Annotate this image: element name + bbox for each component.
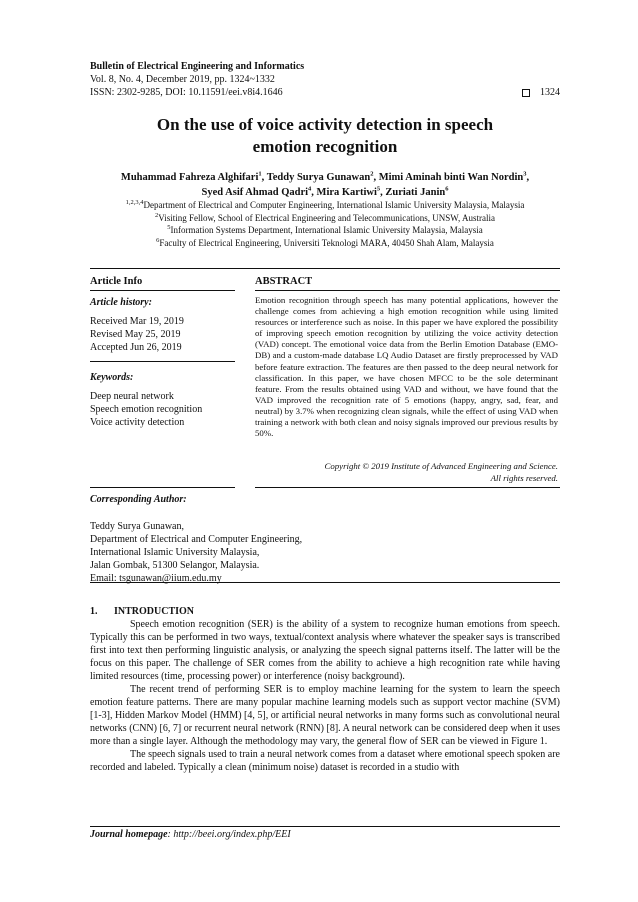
paragraph: The recent trend of performing SER is to employ machine learning for the system to learn the speech emotion feature patterns. There are many popular machine learning models such as support vector machine (SVM) [1-3], Hidden Markov Model (HMM) [4, 5], or artificial neural networks in many forms such as convolutional neural networks (CNN) [6, 7] or recurrent neural network (RNN) [8]. A neural network can be considered deep when it uses more than a single layer. Although the methodology may vary, the general flow of SER can be viewed in Figure 1. — [90, 684, 560, 747]
keywords-label: Keywords: — [90, 372, 134, 383]
divider — [255, 487, 560, 488]
journal-issn-doi: ISSN: 2302-9285, DOI: 10.11591/eei.v8i4.1646 — [90, 87, 283, 98]
affiliation-text: Department of Electrical and Computer Engineering, International Islamic University Malaysia, Malaysia — [143, 200, 525, 210]
corresponding-author-label-wrap — [90, 493, 290, 506]
divider — [90, 487, 235, 488]
journal-header — [90, 60, 560, 99]
paper-title — [90, 114, 560, 158]
affiliation-text: Visiting Fellow, School of Electrical Engineering and Telecommunications, UNSW, Australia — [158, 212, 495, 223]
section-title: INTRODUCTION — [114, 606, 195, 617]
affiliation — [90, 212, 560, 225]
page-number: 1324 — [540, 87, 560, 98]
journal-volume: Vol. 8, No. 4, December 2019, pp. 1324~1332 — [90, 74, 275, 85]
author-name: Mimi Aminah binti Wan Nordin — [378, 172, 524, 183]
corresponding-author-label: Corresponding Author: — [90, 494, 187, 505]
divider — [90, 361, 235, 362]
author-name: Zuriati Janin — [385, 187, 446, 198]
homepage-url[interactable]: : http://beei.org/index.php/EEI — [167, 829, 291, 840]
revised-date: Revised May 25, 2019 — [90, 329, 181, 340]
keywords — [90, 371, 240, 429]
corresponding-email: Email: tsgunawan@iium.edu.my — [90, 573, 222, 584]
corresponding-author — [90, 520, 560, 585]
keyword: Voice activity detection — [90, 417, 185, 428]
affiliation — [90, 224, 560, 237]
abstract-label: ABSTRACT — [255, 276, 313, 287]
received-date: Received Mar 19, 2019 — [90, 316, 184, 327]
section-number: 1. — [90, 606, 98, 617]
abstract-text: Emotion recognition through speech has many potential applications, however the challenge comes from achieving a high emotion recognition while using limited resources or interference such as noise. In this paper we have explored the possibility of improving speech emotion recognition by utilizing the voice activity detection (VAD) concept. The emotional voice data from the Berlin Emotion Database (EMO-DB) and a custom-made database LQ Audio Dataset are firstly preprocessed by VAD before feature extraction. The features are then passed to the deep neural network for classification. In this paper, we have chosen MFCC to be the sole determinant feature. From the results obtained using VAD and without, we have found that the VAD improved the recognition rate of 5 emotions (happy, angry, sad, fear, and neutral) by 3.7% when recognizing clean signals, while the effect of using VAD when training a network with both clean and noisy signals improved our previous results by 50%. — [255, 295, 558, 439]
affiliation-sup: 5 — [167, 224, 171, 231]
copyright-line: Copyright © 2019 Institute of Advanced Engineering and Science. — [324, 461, 558, 471]
affiliation-list — [90, 199, 560, 249]
author-sup: 4 — [308, 185, 312, 193]
article-history-label: Article history: — [90, 297, 152, 308]
author-sup: 3 — [523, 170, 527, 178]
copyright-line: All rights reserved. — [490, 472, 558, 483]
affiliation — [90, 199, 560, 212]
divider — [90, 268, 560, 269]
author-sup: 1 — [258, 170, 262, 178]
paragraph: Speech emotion recognition (SER) is the ability of a system to recognize human emotions from speech. Typically this can be performed in two ways, textual/context analysis where whatever the speaker says is transcribed first into text then performing linguistic analysis, or analyzing the speech signal patterns itself. The latter will be the focus on this paper. The challenge of SER comes from the ability to achieve a high recognition rate while having limited resources (time, processing power) or interference (noisy background). — [90, 619, 560, 682]
affiliation-sup: 6 — [156, 236, 160, 244]
corresponding-line: International Islamic University Malaysia, — [90, 547, 260, 558]
author-sup: 2 — [370, 170, 374, 178]
copyright-notice — [255, 461, 558, 484]
keyword: Speech emotion recognition — [90, 404, 203, 415]
affiliation-sup: 1,2,3,4 — [125, 199, 144, 206]
affiliation-text: Information Systems Department, International Islamic University Malaysia, Malaysia — [170, 225, 483, 235]
author-name: Muhammad Fahreza Alghifari — [120, 172, 259, 183]
affiliation-sup: 2 — [155, 211, 159, 219]
article-info-label: Article Info — [90, 276, 143, 287]
divider — [255, 290, 560, 291]
author-name: Teddy Surya Gunawan — [266, 172, 371, 183]
section-heading — [90, 605, 560, 618]
affiliation — [90, 237, 560, 250]
paragraph: The speech signals used to train a neural network comes from a dataset where emotional speech spoken are recorded and labeled. Typically a clean (minimum noise) dataset is recorded in a studio with — [90, 749, 560, 773]
journal-homepage — [90, 829, 291, 840]
square-icon — [522, 89, 530, 97]
corresponding-line: Teddy Surya Gunawan, — [90, 521, 184, 532]
author-list: Muhammad Fahreza Alghifari$^1$, Teddy Surya Gunawan$^2$, Mimi Aminah binti Wan Nordin$^3$, Syed Asif Ahmad Qadri$^4$, Mira Kartiwi$^5$, Zuriati Janin$^6$ — [120, 170, 530, 198]
divider — [90, 826, 560, 827]
author-sup: 5 — [376, 185, 381, 193]
homepage-label: Journal homepage — [90, 829, 168, 840]
introduction-section — [90, 605, 560, 774]
accepted-date: Accepted Jun 26, 2019 — [90, 342, 182, 353]
author-name: Syed Asif Ahmad Qadri — [201, 187, 309, 198]
author-name: Mira Kartiwi — [316, 187, 377, 198]
corresponding-line: Jalan Gombak, 51300 Selangor, Malaysia. — [90, 560, 260, 571]
divider — [90, 290, 235, 291]
divider — [90, 582, 560, 583]
journal-name: Bulletin of Electrical Engineering and Informatics — [90, 61, 305, 72]
article-history — [90, 296, 240, 354]
title-line-2: emotion recognition — [252, 137, 398, 156]
title-line-1: On the use of voice activity detection in speech — [156, 115, 494, 134]
keyword: Deep neural network — [90, 391, 174, 402]
affiliation-text: Faculty of Electrical Engineering, Universiti Teknologi MARA, 40450 Shah Alam, Malaysia — [159, 237, 494, 248]
corresponding-line: Department of Electrical and Computer Engineering, — [90, 534, 303, 545]
author-sup: 6 — [445, 185, 449, 193]
